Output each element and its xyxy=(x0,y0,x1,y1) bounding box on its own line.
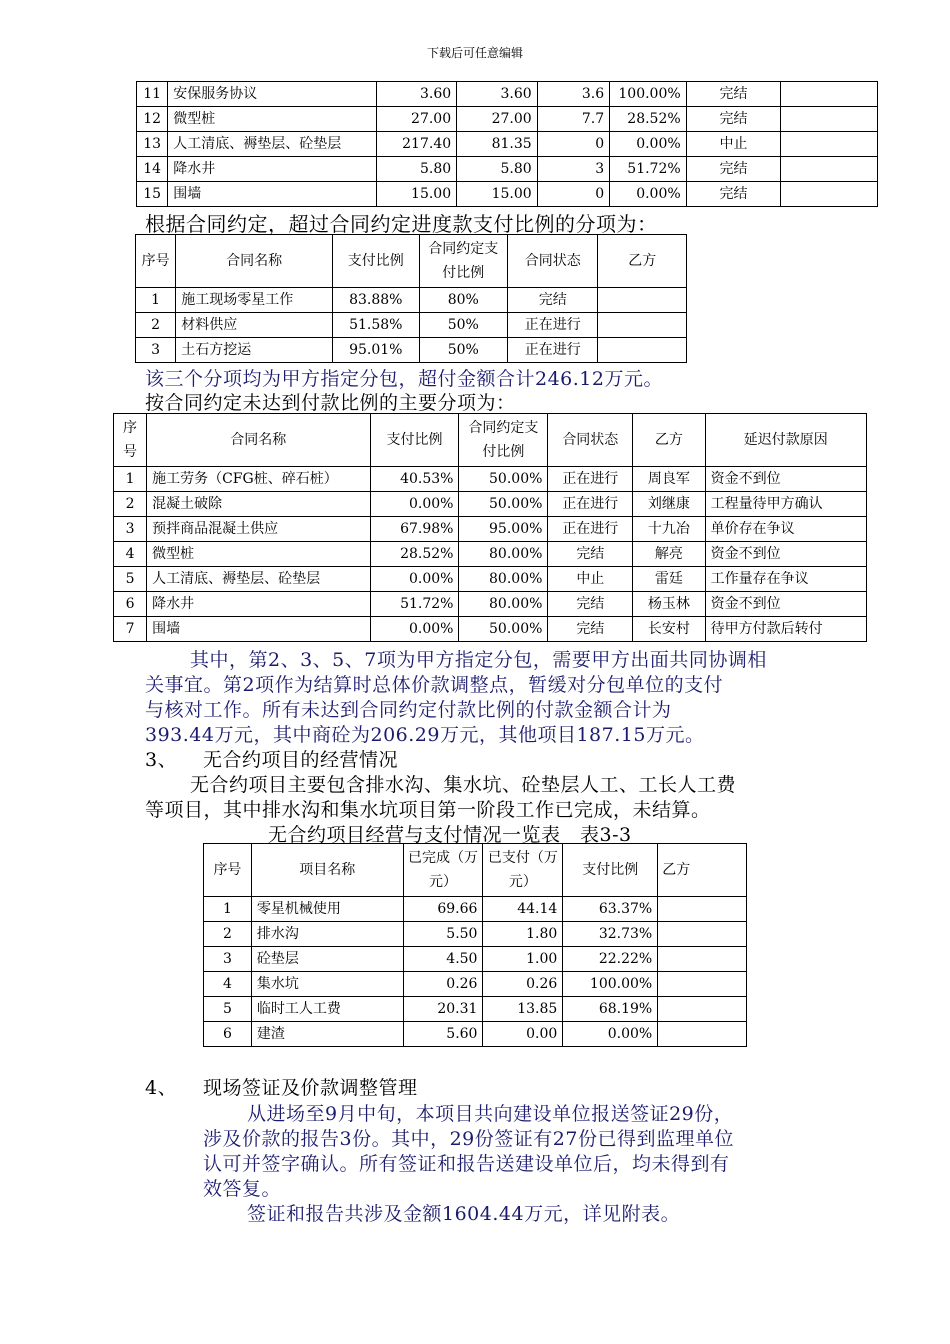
table-row xyxy=(137,132,878,157)
header-party: 乙方 xyxy=(598,235,687,288)
para3-line4: 效答复。 xyxy=(203,1178,282,1200)
table-row xyxy=(114,517,867,542)
cell-name: 临时工人工费 xyxy=(251,997,403,1022)
cell-ratio: 32.73% xyxy=(563,922,658,947)
cell-status: 中止 xyxy=(548,567,633,592)
table-row xyxy=(204,922,747,947)
table-row xyxy=(114,592,867,617)
table-row xyxy=(114,567,867,592)
cell-no: 2 xyxy=(114,492,147,517)
cell-no: 1 xyxy=(114,467,147,492)
cell-no: 14 xyxy=(137,157,168,182)
cell-status: 正在进行 xyxy=(548,467,633,492)
cell-status: 正在进行 xyxy=(548,517,633,542)
cell-ratio: 51.58% xyxy=(333,313,419,338)
cell-party xyxy=(658,972,747,997)
para2-line1: 无合约项目主要包含排水沟、集水坑、砼垫层人工、工长人工费 xyxy=(190,774,737,796)
cell-no: 1 xyxy=(136,288,176,313)
header-ratio: 支付比例 xyxy=(370,414,459,467)
cell-reason: 待甲方付款后转付 xyxy=(705,617,866,642)
cell-name: 围墙 xyxy=(168,182,376,207)
cell-b: 81.35 xyxy=(457,132,538,157)
cell-paid: 13.85 xyxy=(483,997,563,1022)
cell-party xyxy=(781,82,878,107)
cell-ratio: 83.88% xyxy=(333,288,419,313)
cell-party xyxy=(658,897,747,922)
cell-paid: 44.14 xyxy=(483,897,563,922)
cell-party xyxy=(658,947,747,972)
cell-party xyxy=(781,132,878,157)
cell-status: 完结 xyxy=(686,182,781,207)
header-no: 序号 xyxy=(204,844,252,897)
cell-party xyxy=(598,288,687,313)
cell-reason: 工作量存在争议 xyxy=(705,567,866,592)
cell-ratio: 0.00% xyxy=(610,132,687,157)
over-payment-table xyxy=(135,234,687,363)
cell-ratio: 0.00% xyxy=(370,567,459,592)
cell-a: 217.40 xyxy=(376,132,457,157)
cell-b: 5.80 xyxy=(457,157,538,182)
cell-party xyxy=(598,313,687,338)
cell-status: 完结 xyxy=(508,288,598,313)
cell-name: 人工清底、褥垫层、砼垫层 xyxy=(147,567,370,592)
cell-name: 材料供应 xyxy=(176,313,333,338)
cell-party xyxy=(658,922,747,947)
table-row xyxy=(204,947,747,972)
cell-name: 集水坑 xyxy=(251,972,403,997)
header-ratio: 支付比例 xyxy=(563,844,658,897)
cell-name: 预拌商品混凝土供应 xyxy=(147,517,370,542)
cell-name: 混凝土破除 xyxy=(147,492,370,517)
cell-reason: 资金不到位 xyxy=(705,542,866,567)
cell-paid: 0.00 xyxy=(483,1022,563,1047)
cell-no: 3 xyxy=(136,338,176,363)
cell-name: 围墙 xyxy=(147,617,370,642)
cell-name: 零星机械使用 xyxy=(251,897,403,922)
cell-ratio: 100.00% xyxy=(563,972,658,997)
cell-party: 周良军 xyxy=(633,467,705,492)
header-status: 合同状态 xyxy=(548,414,633,467)
cell-name: 微型桩 xyxy=(147,542,370,567)
cell-agreed: 80% xyxy=(419,288,507,313)
cell-status: 中止 xyxy=(686,132,781,157)
cell-agreed: 50.00% xyxy=(459,617,548,642)
cell-no: 12 xyxy=(137,107,168,132)
para2-line2: 等项目，其中排水沟和集水坑项目第一阶段工作已完成，未结算。 xyxy=(145,799,711,821)
cell-name: 施工劳务（CFG桩、碎石桩） xyxy=(147,467,370,492)
cell-agreed: 50.00% xyxy=(459,492,548,517)
cell-done: 0.26 xyxy=(403,972,483,997)
cell-party: 十九冶 xyxy=(633,517,705,542)
cell-status: 完结 xyxy=(686,157,781,182)
cell-name: 安保服务协议 xyxy=(168,82,376,107)
cell-name: 微型桩 xyxy=(168,107,376,132)
cell-status: 正在进行 xyxy=(508,338,598,363)
cell-no: 3 xyxy=(114,517,147,542)
cell-done: 5.50 xyxy=(403,922,483,947)
cell-no: 6 xyxy=(204,1022,252,1047)
cell-done: 5.60 xyxy=(403,1022,483,1047)
header-agreed: 合同约定支付比例 xyxy=(419,235,507,288)
cell-c: 3 xyxy=(537,157,609,182)
under-payment-intro: 按合同约定未达到付款比例的主要分项为： xyxy=(145,392,516,414)
cell-no: 4 xyxy=(204,972,252,997)
table-row xyxy=(204,997,747,1022)
under-payment-table xyxy=(113,413,867,642)
cell-name: 人工清底、褥垫层、砼垫层 xyxy=(168,132,376,157)
cell-no: 4 xyxy=(114,542,147,567)
cell-status: 完结 xyxy=(548,592,633,617)
section-4-title: 现场签证及价款调整管理 xyxy=(203,1077,418,1099)
cell-party xyxy=(598,338,687,363)
cell-party: 杨玉林 xyxy=(633,592,705,617)
cell-b: 15.00 xyxy=(457,182,538,207)
cell-ratio: 40.53% xyxy=(370,467,459,492)
cell-party xyxy=(781,107,878,132)
cell-reason: 工程量待甲方确认 xyxy=(705,492,866,517)
cell-agreed: 50% xyxy=(419,313,507,338)
cell-agreed: 50% xyxy=(419,338,507,363)
cell-no: 15 xyxy=(137,182,168,207)
para3-line2: 涉及价款的报告3份。其中，29份签证有27份已得到监理单位 xyxy=(203,1128,734,1150)
table-row xyxy=(114,542,867,567)
para1-line2: 关事宜。第2项作为结算时总体价款调整点，暂缓对分包单位的支付 xyxy=(145,674,724,696)
cell-agreed: 80.00% xyxy=(459,542,548,567)
para1-line1: 其中，第2、3、5、7项为甲方指定分包，需要甲方出面共同协调相 xyxy=(190,649,767,671)
cell-paid: 1.80 xyxy=(483,922,563,947)
cell-no: 6 xyxy=(114,592,147,617)
cell-party xyxy=(658,997,747,1022)
cell-agreed: 80.00% xyxy=(459,567,548,592)
table-row xyxy=(114,617,867,642)
cell-status: 正在进行 xyxy=(548,492,633,517)
para3-line5: 签证和报告共涉及金额1604.44万元，详见附表。 xyxy=(247,1203,681,1225)
header-name: 项目名称 xyxy=(251,844,403,897)
header-party: 乙方 xyxy=(633,414,705,467)
cell-paid: 0.26 xyxy=(483,972,563,997)
table-3-3-title: 无合约项目经营与支付情况一览表 表3-3 xyxy=(268,824,632,846)
para1-line3: 与核对工作。所有未达到合同约定付款比例的付款金额合计为 xyxy=(145,699,672,721)
cell-ratio: 0.00% xyxy=(370,492,459,517)
cell-ratio: 28.52% xyxy=(370,542,459,567)
cell-agreed: 95.00% xyxy=(459,517,548,542)
header-name: 合同名称 xyxy=(176,235,333,288)
cell-name: 建渣 xyxy=(251,1022,403,1047)
cell-ratio: 63.37% xyxy=(563,897,658,922)
header-no: 序号 xyxy=(136,235,176,288)
cell-name: 排水沟 xyxy=(251,922,403,947)
cell-no: 1 xyxy=(204,897,252,922)
table-row xyxy=(204,1022,747,1047)
cell-reason: 单价存在争议 xyxy=(705,517,866,542)
cell-status: 正在进行 xyxy=(508,313,598,338)
header-party: 乙方 xyxy=(658,844,747,897)
section-3-title: 无合约项目的经营情况 xyxy=(203,749,399,771)
cell-reason: 资金不到位 xyxy=(705,467,866,492)
cell-ratio: 67.98% xyxy=(370,517,459,542)
cell-ratio: 68.19% xyxy=(563,997,658,1022)
cell-agreed: 80.00% xyxy=(459,592,548,617)
table-row xyxy=(136,313,687,338)
over-payment-intro: 根据合同约定，超过合同约定进度款支付比例的分项为： xyxy=(145,212,658,236)
header-ratio: 支付比例 xyxy=(333,235,419,288)
cell-done: 4.50 xyxy=(403,947,483,972)
cell-b: 27.00 xyxy=(457,107,538,132)
cell-agreed: 50.00% xyxy=(459,467,548,492)
cell-c: 0 xyxy=(537,132,609,157)
para1-line4: 393.44万元，其中商砼为206.29万元，其他项目187.15万元。 xyxy=(145,724,705,746)
cell-name: 降水井 xyxy=(147,592,370,617)
cell-ratio: 0.00% xyxy=(610,182,687,207)
cell-ratio: 22.22% xyxy=(563,947,658,972)
table-row xyxy=(137,82,878,107)
cell-a: 27.00 xyxy=(376,107,457,132)
section-4-number: 4、 xyxy=(145,1077,178,1099)
header-done: 已完成（万元） xyxy=(403,844,483,897)
cell-c: 3.6 xyxy=(537,82,609,107)
cell-status: 完结 xyxy=(686,82,781,107)
cell-no: 2 xyxy=(204,922,252,947)
cell-a: 3.60 xyxy=(376,82,457,107)
cell-ratio: 28.52% xyxy=(610,107,687,132)
no-contract-table xyxy=(203,843,747,1047)
cell-done: 69.66 xyxy=(403,897,483,922)
table-row xyxy=(204,972,747,997)
cell-ratio: 51.72% xyxy=(610,157,687,182)
cell-no: 3 xyxy=(204,947,252,972)
table-row xyxy=(204,897,747,922)
cell-name: 土石方挖运 xyxy=(176,338,333,363)
cell-no: 5 xyxy=(204,997,252,1022)
cell-c: 7.7 xyxy=(537,107,609,132)
cell-no: 7 xyxy=(114,617,147,642)
cell-name: 降水井 xyxy=(168,157,376,182)
cell-reason: 资金不到位 xyxy=(705,592,866,617)
cell-ratio: 0.00% xyxy=(563,1022,658,1047)
header-agreed: 合同约定支付比例 xyxy=(459,414,548,467)
para3-line3: 认可并签字确认。所有签证和报告送建设单位后，均未得到有 xyxy=(203,1153,730,1175)
cell-paid: 1.00 xyxy=(483,947,563,972)
over-payment-summary: 该三个分项均为甲方指定分包，超付金额合计246.12万元。 xyxy=(145,368,663,390)
cell-status: 完结 xyxy=(686,107,781,132)
header-name: 合同名称 xyxy=(147,414,370,467)
cell-party xyxy=(781,182,878,207)
cell-a: 5.80 xyxy=(376,157,457,182)
cell-name: 施工现场零星工作 xyxy=(176,288,333,313)
cell-a: 15.00 xyxy=(376,182,457,207)
cell-party: 雷廷 xyxy=(633,567,705,592)
table-row xyxy=(137,182,878,207)
cell-party xyxy=(781,157,878,182)
table-row xyxy=(137,157,878,182)
table-row xyxy=(114,467,867,492)
cell-no: 13 xyxy=(137,132,168,157)
section-3-number: 3、 xyxy=(145,749,178,771)
cell-ratio: 51.72% xyxy=(370,592,459,617)
table-row xyxy=(136,288,687,313)
cell-status: 完结 xyxy=(548,542,633,567)
table-row xyxy=(136,338,687,363)
cell-party: 长安村 xyxy=(633,617,705,642)
header-reason: 延迟付款原因 xyxy=(705,414,866,467)
table-row xyxy=(114,492,867,517)
table-row xyxy=(137,107,878,132)
cell-c: 0 xyxy=(537,182,609,207)
cell-b: 3.60 xyxy=(457,82,538,107)
cell-ratio: 95.01% xyxy=(333,338,419,363)
cell-ratio: 0.00% xyxy=(370,617,459,642)
para3-line1: 从进场至9月中旬，本项目共向建设单位报送签证29份， xyxy=(247,1103,734,1125)
header-paid: 已支付（万元） xyxy=(483,844,563,897)
cell-party: 解亮 xyxy=(633,542,705,567)
cell-ratio: 100.00% xyxy=(610,82,687,107)
cell-no: 5 xyxy=(114,567,147,592)
contract-table-continued xyxy=(136,81,878,207)
cell-party xyxy=(658,1022,747,1047)
cell-no: 2 xyxy=(136,313,176,338)
cell-status: 完结 xyxy=(548,617,633,642)
header-no: 序号 xyxy=(114,414,147,467)
cell-done: 20.31 xyxy=(403,997,483,1022)
page-header: 下载后可任意编辑 xyxy=(426,46,523,60)
cell-name: 砼垫层 xyxy=(251,947,403,972)
header-status: 合同状态 xyxy=(508,235,598,288)
cell-no: 11 xyxy=(137,82,168,107)
cell-party: 刘继康 xyxy=(633,492,705,517)
